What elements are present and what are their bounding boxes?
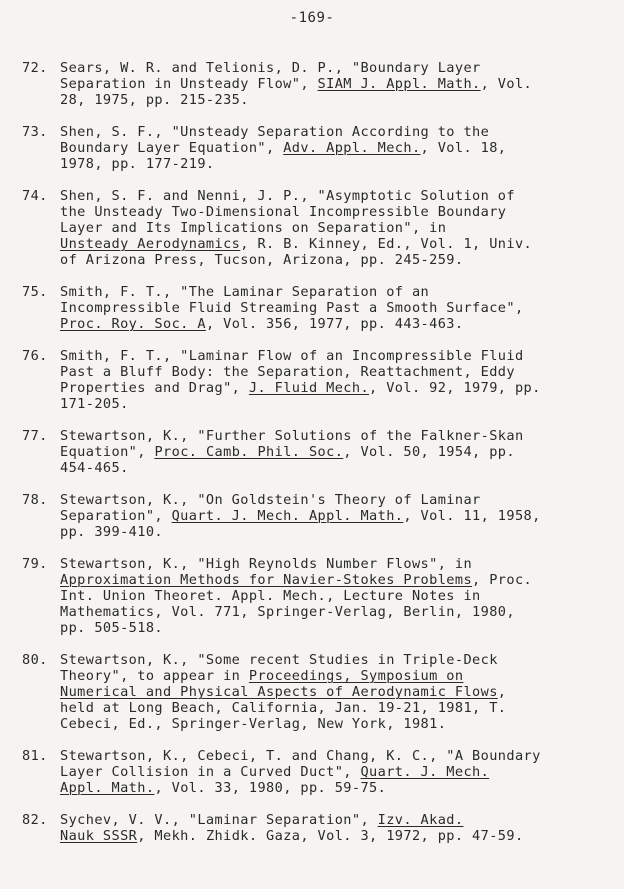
journal-title: Approximation Methods for Navier-Stokes Problems bbox=[60, 572, 473, 588]
reference-text: , R. B. Kinney, Ed., Vol. 1, Univ. bbox=[240, 236, 533, 252]
reference-text: 28, 1975, pp. 215-235. bbox=[60, 92, 249, 108]
reference-line bbox=[60, 620, 612, 636]
reference-text: Int. Union Theoret. Appl. Mech., Lecture Notes in bbox=[60, 588, 481, 604]
reference-line bbox=[60, 124, 612, 140]
reference-line bbox=[60, 668, 612, 684]
reference-line bbox=[60, 460, 612, 476]
reference-text: 171-205. bbox=[60, 396, 129, 412]
reference-line bbox=[60, 700, 612, 716]
reference-line bbox=[60, 764, 612, 780]
journal-title: Appl. Math. bbox=[60, 780, 155, 796]
reference-text: , Vol. 11, 1958, bbox=[403, 508, 541, 524]
reference-line bbox=[60, 684, 612, 700]
reference-text: Theory", to appear in bbox=[60, 668, 249, 684]
reference-text: Sears, W. R. and Telionis, D. P., "Boundary Layer bbox=[60, 60, 481, 76]
reference-text: Shen, S. F. and Nenni, J. P., "Asymptotic Solution of bbox=[60, 188, 515, 204]
reference-line bbox=[60, 284, 612, 300]
reference-list bbox=[22, 60, 612, 860]
reference-entry bbox=[22, 428, 612, 476]
reference-line bbox=[60, 380, 612, 396]
reference-number: 81. bbox=[22, 748, 48, 764]
reference-line bbox=[60, 780, 612, 796]
journal-title: Quart. J. Mech. Appl. Math. bbox=[171, 508, 404, 524]
reference-line bbox=[60, 220, 612, 236]
journal-title: Izv. Akad. bbox=[377, 812, 464, 828]
reference-line bbox=[60, 252, 612, 268]
journal-title: SIAM J. Appl. Math. bbox=[317, 76, 481, 92]
reference-text: Stewartson, K., Cebeci, T. and Chang, K. C., "A Boundary bbox=[60, 748, 541, 764]
reference-text: , Vol. 50, 1954, pp. bbox=[343, 444, 515, 460]
reference-line bbox=[60, 428, 612, 444]
reference-text: Separation in Unsteady Flow", bbox=[60, 76, 318, 92]
reference-text: , Vol. 18, bbox=[420, 140, 507, 156]
reference-line bbox=[60, 588, 612, 604]
reference-entry bbox=[22, 348, 612, 412]
reference-text: , Vol. 356, 1977, pp. 443-463. bbox=[205, 316, 464, 332]
reference-text: Stewartson, K., "Further Solutions of the Falkner-Skan bbox=[60, 428, 524, 444]
reference-entry bbox=[22, 188, 612, 268]
reference-line bbox=[60, 156, 612, 172]
reference-text: 454-465. bbox=[60, 460, 129, 476]
reference-text: Boundary Layer Equation", bbox=[60, 140, 284, 156]
reference-text: Layer Collision in a Curved Duct", bbox=[60, 764, 361, 780]
reference-entry bbox=[22, 748, 612, 796]
reference-line bbox=[60, 188, 612, 204]
journal-title: Adv. Appl. Mech. bbox=[283, 140, 421, 156]
reference-line bbox=[60, 60, 612, 76]
reference-text: Sychev, V. V., "Laminar Separation", bbox=[60, 812, 378, 828]
reference-line bbox=[60, 556, 612, 572]
reference-line bbox=[60, 140, 612, 156]
reference-text: , Vol. 92, 1979, pp. bbox=[369, 380, 541, 396]
reference-number: 75. bbox=[22, 284, 48, 300]
journal-title: Quart. J. Mech. bbox=[360, 764, 490, 780]
page-number: -169- bbox=[289, 10, 335, 26]
reference-line bbox=[60, 444, 612, 460]
journal-title: Proc. Camb. Phil. Soc. bbox=[154, 444, 344, 460]
reference-text: Mathematics, Vol. 771, Springer-Verlag, Berlin, 1980, bbox=[60, 604, 515, 620]
reference-number: 78. bbox=[22, 492, 48, 508]
reference-number: 82. bbox=[22, 812, 48, 828]
reference-number: 79. bbox=[22, 556, 48, 572]
reference-text: Stewartson, K., "High Reynolds Number Flows", in bbox=[60, 556, 473, 572]
reference-text: pp. 399-410. bbox=[60, 524, 164, 540]
reference-entry bbox=[22, 812, 612, 844]
reference-line bbox=[60, 492, 612, 508]
reference-number: 80. bbox=[22, 652, 48, 668]
reference-line bbox=[60, 604, 612, 620]
reference-line bbox=[60, 652, 612, 668]
reference-text: Shen, S. F., "Unsteady Separation According to the bbox=[60, 124, 490, 140]
reference-text: Cebeci, Ed., Springer-Verlag, New York, 1981. bbox=[60, 716, 447, 732]
reference-line bbox=[60, 316, 612, 332]
reference-line bbox=[60, 812, 612, 828]
reference-text: , Proc. bbox=[472, 572, 533, 588]
reference-number: 76. bbox=[22, 348, 48, 364]
reference-line bbox=[60, 364, 612, 380]
reference-entry bbox=[22, 556, 612, 636]
reference-text: , Vol. bbox=[480, 76, 533, 92]
reference-entry bbox=[22, 652, 612, 732]
reference-text: 1978, pp. 177-219. bbox=[60, 156, 215, 172]
reference-text: , Vol. 33, 1980, pp. 59-75. bbox=[154, 780, 387, 796]
reference-line bbox=[60, 828, 612, 844]
reference-line bbox=[60, 716, 612, 732]
reference-text: Layer and Its Implications on Separation", in bbox=[60, 220, 447, 236]
journal-title: Proceedings, Symposium on bbox=[248, 668, 464, 684]
reference-text: Past a Bluff Body: the Separation, Reattachment, Eddy bbox=[60, 364, 515, 380]
reference-text: the Unsteady Two-Dimensional Incompressible Boundary bbox=[60, 204, 507, 220]
reference-number: 74. bbox=[22, 188, 48, 204]
reference-number: 72. bbox=[22, 60, 48, 76]
reference-text: of Arizona Press, Tucson, Arizona, pp. 245-259. bbox=[60, 252, 464, 268]
reference-line bbox=[60, 300, 612, 316]
reference-line bbox=[60, 92, 612, 108]
reference-text: Smith, F. T., "The Laminar Separation of an bbox=[60, 284, 430, 300]
reference-line bbox=[60, 348, 612, 364]
reference-text: pp. 505-518. bbox=[60, 620, 164, 636]
journal-title: Unsteady Aerodynamics bbox=[60, 236, 241, 252]
reference-number: 73. bbox=[22, 124, 48, 140]
reference-text: , bbox=[497, 684, 507, 700]
journal-title: J. Fluid Mech. bbox=[248, 380, 370, 396]
reference-line bbox=[60, 76, 612, 92]
journal-title: Proc. Roy. Soc. A bbox=[60, 316, 206, 332]
journal-title: Numerical and Physical Aspects of Aerodynamic Flows bbox=[60, 684, 498, 700]
reference-entry bbox=[22, 124, 612, 172]
reference-text: Stewartson, K., "On Goldstein's Theory of Laminar bbox=[60, 492, 481, 508]
reference-text: Separation", bbox=[60, 508, 172, 524]
reference-text: Incompressible Fluid Streaming Past a Smooth Surface", bbox=[60, 300, 524, 316]
reference-text: , Mekh. Zhidk. Gaza, Vol. 3, 1972, pp. 47-59. bbox=[137, 828, 524, 844]
reference-line bbox=[60, 524, 612, 540]
reference-entry bbox=[22, 60, 612, 108]
reference-text: Properties and Drag", bbox=[60, 380, 249, 396]
journal-title: Nauk SSSR bbox=[60, 828, 138, 844]
reference-text: held at Long Beach, California, Jan. 19-21, 1981, T. bbox=[60, 700, 507, 716]
reference-text: Equation", bbox=[60, 444, 155, 460]
reference-line bbox=[60, 204, 612, 220]
reference-line bbox=[60, 748, 612, 764]
reference-text: Stewartson, K., "Some recent Studies in Triple-Deck bbox=[60, 652, 498, 668]
reference-number: 77. bbox=[22, 428, 48, 444]
reference-line bbox=[60, 236, 612, 252]
reference-line bbox=[60, 572, 612, 588]
reference-entry bbox=[22, 284, 612, 332]
reference-line bbox=[60, 396, 612, 412]
reference-entry bbox=[22, 492, 612, 540]
reference-text: Smith, F. T., "Laminar Flow of an Incompressible Fluid bbox=[60, 348, 524, 364]
reference-line bbox=[60, 508, 612, 524]
